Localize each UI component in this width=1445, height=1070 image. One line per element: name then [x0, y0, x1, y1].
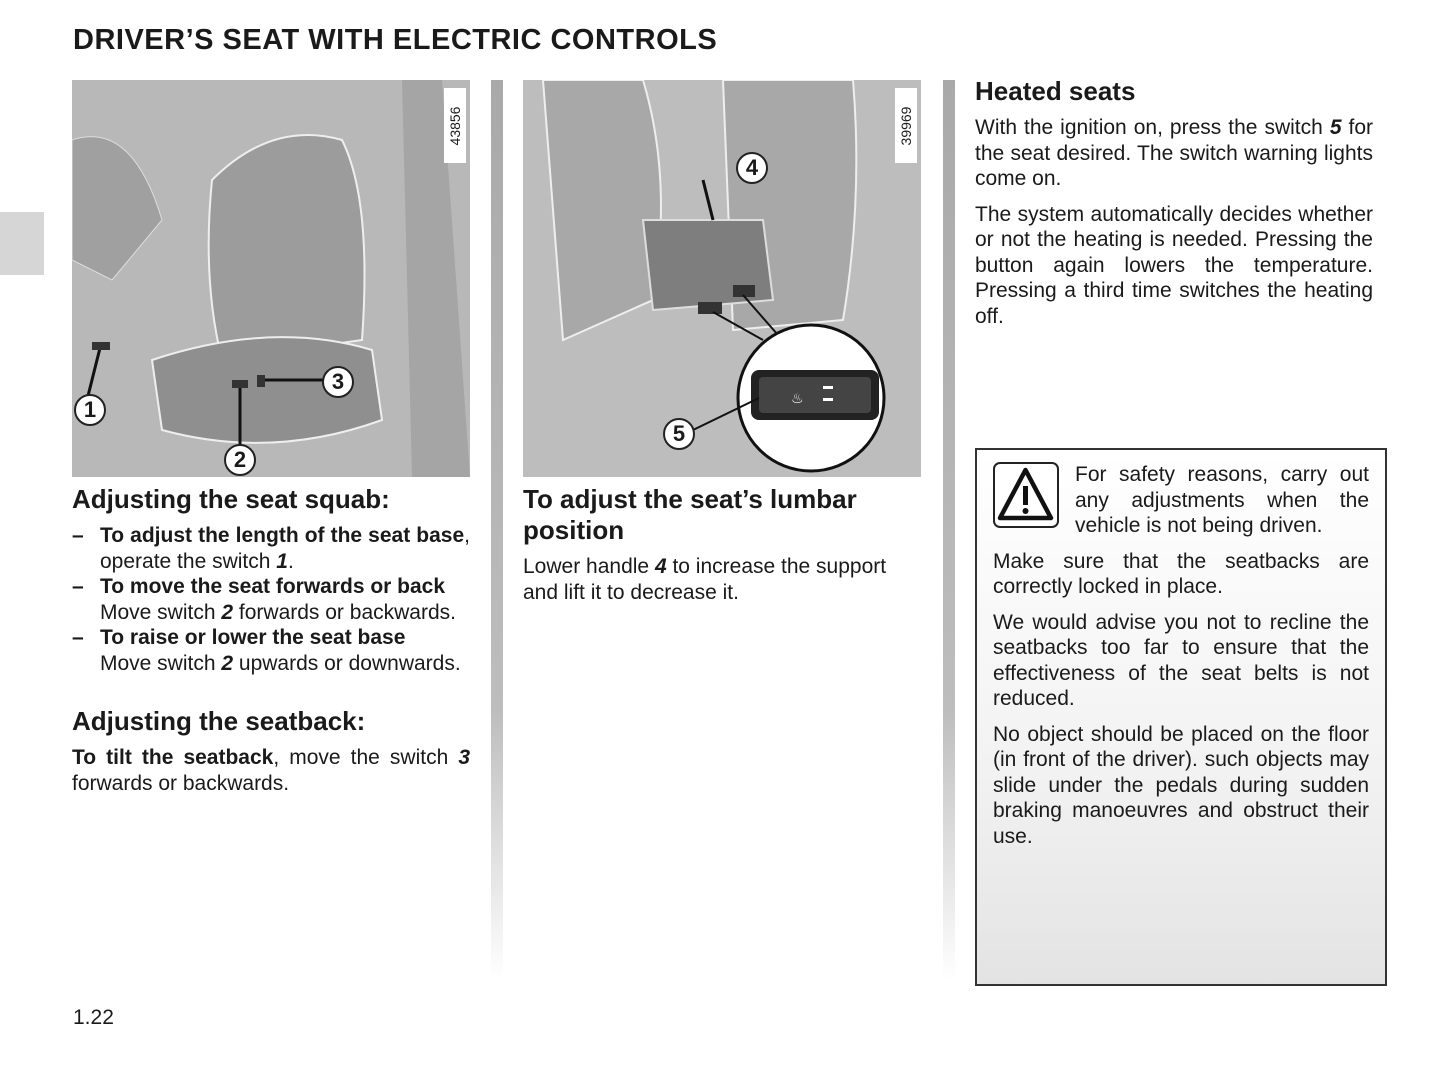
- figure-code: 43856: [444, 88, 466, 163]
- callout-5: 5: [663, 418, 695, 450]
- lumbar-paragraph: Lower handle 4 to increase the support and lift it to decrease it.: [523, 555, 887, 604]
- callout-3: 3: [322, 366, 354, 398]
- figure-code: 39969: [895, 88, 917, 163]
- safety-warning-box: [975, 448, 1387, 986]
- section-heading: Adjusting the seatback:: [72, 706, 366, 736]
- warning-paragraph: We would advise you not to recline the seatbacks too far to ensure that the effectiveness of the seat belts is not reduced.: [993, 610, 1369, 710]
- callout-1: 1: [74, 394, 106, 426]
- heated-seats-section: [975, 76, 1373, 339]
- warning-paragraph: For safety reasons, carry out any adjustments when the vehicle is not being driven.: [1075, 463, 1369, 537]
- section-heading: To adjust the seat’s lumbar position: [523, 484, 857, 545]
- column-divider: [491, 80, 503, 980]
- instruction-list: [72, 523, 470, 676]
- seat-controls-illustration: [72, 80, 470, 477]
- heated-paragraph: The system automatically decides whether or not the heating is needed. Pressing the button again lowers the temperature. Pressing a third time switches the heating off.: [975, 202, 1373, 328]
- list-item: – To adjust the length of the seat base, operate the switch 1.: [72, 523, 470, 574]
- warning-paragraph: Make sure that the seatbacks are correctly locked in place.: [993, 549, 1369, 598]
- column-divider: [943, 80, 955, 980]
- section-heading: Heated seats: [975, 76, 1136, 106]
- seat-drawing: [72, 80, 470, 477]
- console-drawing: [523, 80, 921, 477]
- warning-paragraph: No object should be placed on the floor (in front of the driver). such objects may slide under the pedals during sudden braking manoeuvres and obstruct their use.: [993, 722, 1369, 848]
- warning-triangle-icon: [993, 462, 1059, 528]
- page-number: 1.22: [73, 1006, 114, 1029]
- svg-text:♨: ♨: [791, 391, 804, 407]
- heated-paragraph: With the ignition on, press the switch 5 for the seat desired. The switch warning lights come on.: [975, 116, 1374, 190]
- callout-2: 2: [224, 444, 256, 476]
- list-item: – To raise or lower the seat base Move switch 2 upwards or downwards.: [72, 625, 470, 676]
- seat-squab-section: [72, 484, 470, 806]
- lumbar-section: [523, 484, 921, 615]
- lumbar-heating-illustration: [523, 80, 921, 477]
- seatback-paragraph: To tilt the seatback, move the switch 3 forwards or backwards.: [72, 746, 471, 795]
- list-item: – To move the seat forwards or back Move switch 2 forwards or backwards.: [72, 574, 470, 625]
- callout-4: 4: [736, 152, 768, 184]
- section-tab: [0, 212, 44, 275]
- section-heading: Adjusting the seat squab:: [72, 484, 390, 514]
- page-title: DRIVER’S SEAT WITH ELECTRIC CONTROLS: [73, 24, 718, 56]
